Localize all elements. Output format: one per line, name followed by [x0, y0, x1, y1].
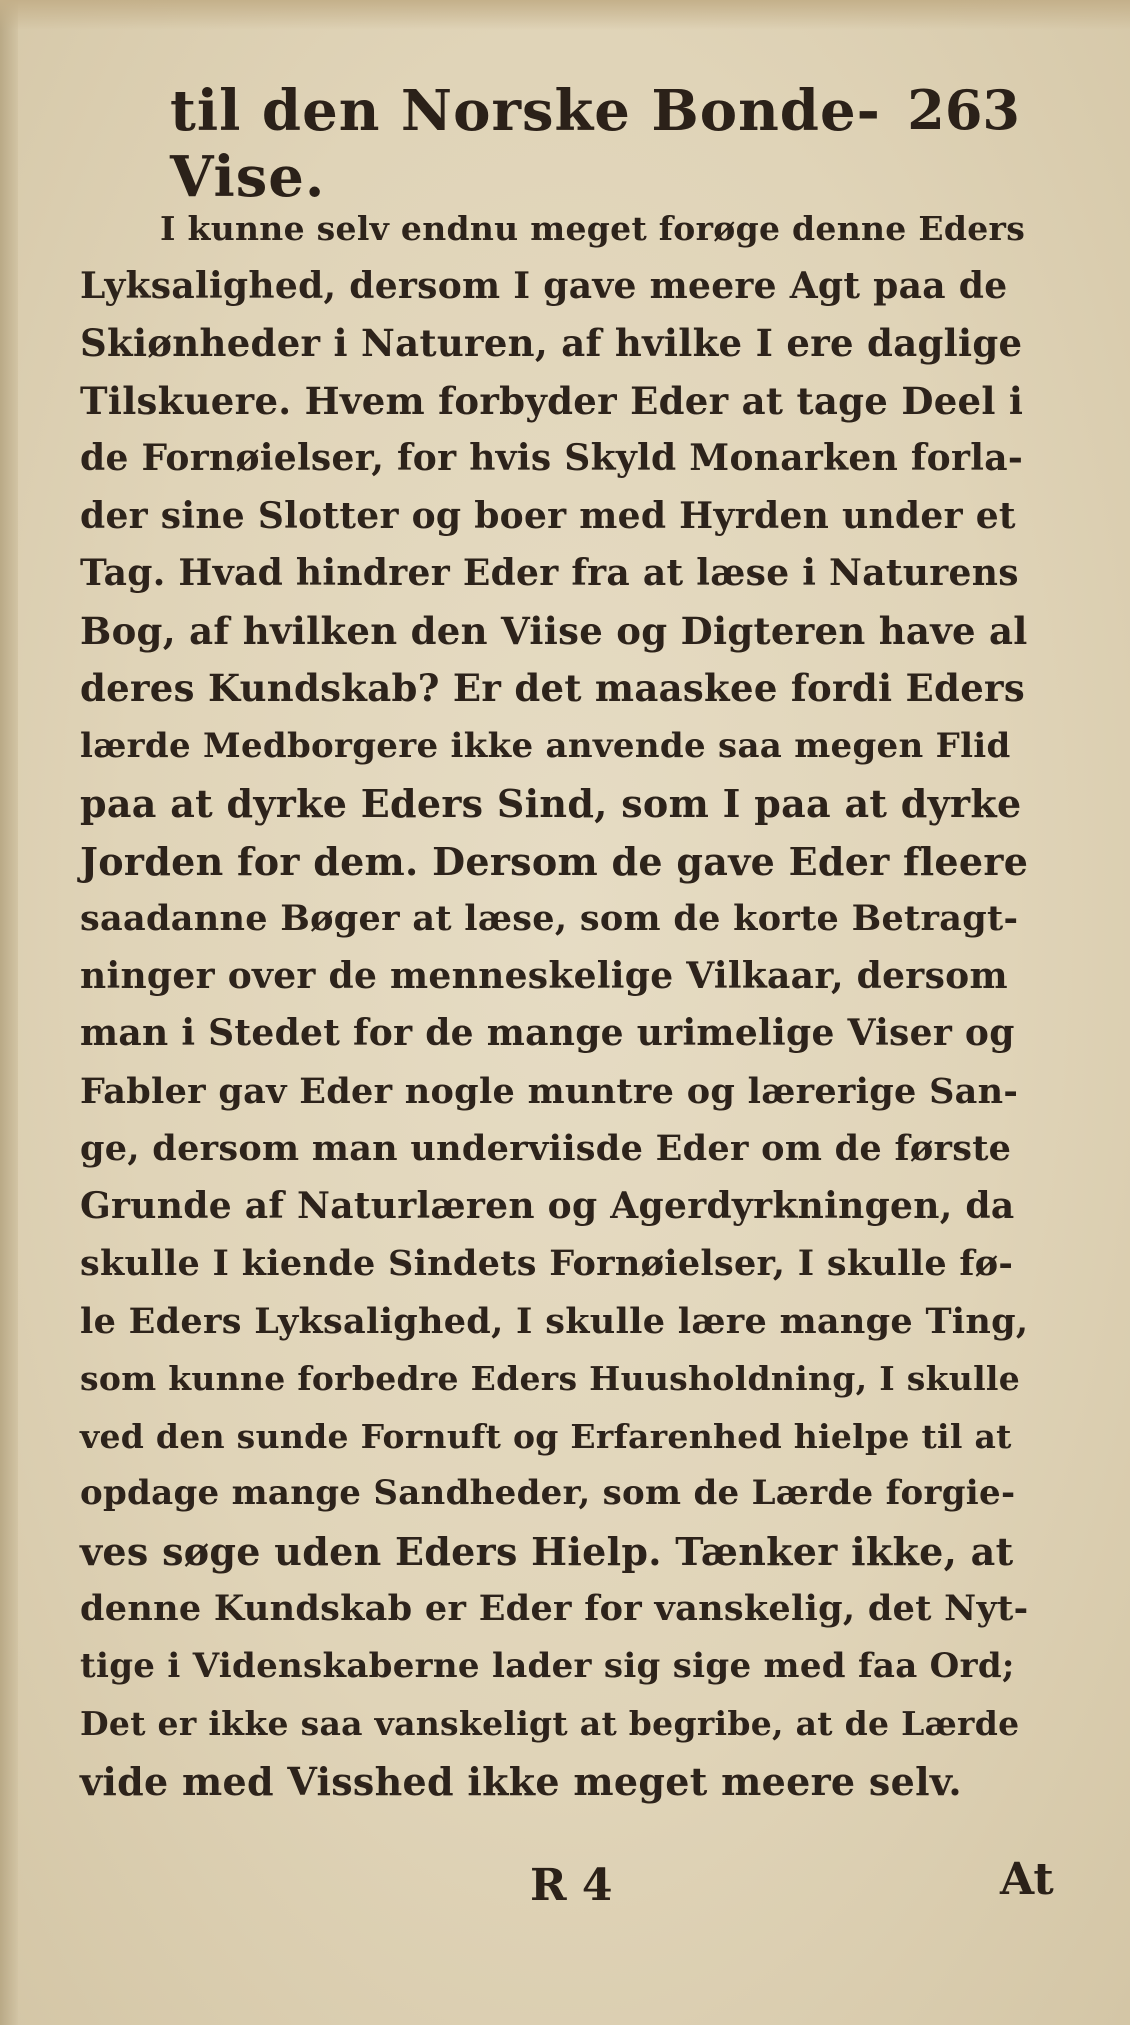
text-line: Tilskuere. Hvem forbyder Eder at tage Deel i — [80, 378, 1024, 423]
page-header — [170, 78, 1020, 210]
text-line: man i Stedet for de mange urimelige Viser og — [80, 1012, 1015, 1054]
text-line: ved den sunde Fornuft og Erfarenhed hielpe til at — [80, 1416, 1012, 1456]
signature-mark: R 4 — [530, 1860, 613, 1911]
text-line: vide med Visshed ikke meget meere selv. — [80, 1758, 962, 1804]
text-line: Tag. Hvad hindrer Eder fra at læse i Naturens — [80, 552, 1019, 594]
text-line: Grunde af Naturlæren og Agerdyrkningen, da — [80, 1184, 1015, 1227]
text-line: ves søge uden Eders Hielp. Tænker ikke, at — [80, 1528, 1014, 1574]
text-line: tige i Videnskaberne lader sig sige med faa Ord; — [80, 1645, 1015, 1686]
text-line: som kunne forbedre Eders Huusholdning, I skulle — [80, 1359, 1021, 1398]
text-line: Det er ikke saa vanskeligt at begribe, at de Lærde — [80, 1704, 1020, 1743]
text-line: deres Kundskab? Er det maaskee fordi Eders — [80, 666, 1025, 710]
text-line: Bog, af hvilken den Viise og Digteren have al — [80, 608, 1028, 653]
top-stain — [0, 0, 1130, 30]
text-line: opdage mange Sandheder, som de Lærde forgie- — [80, 1473, 1016, 1513]
text-line: I kunne selv endnu meget forøge denne Eders — [160, 209, 1026, 248]
text-line: de Fornøielser, for hvis Skyld Monarken forla- — [80, 437, 1024, 479]
text-line: Lyksalighed, dersom I gave meere Agt paa de — [80, 264, 1008, 307]
text-line: paa at dyrke Eders Sind, som I paa at dyrke — [80, 781, 1022, 826]
text-line: Jorden for dem. Dersom de gave Eder fleere — [80, 838, 1029, 884]
text-line: lærde Medborgere ikke anvende saa megen Flid — [80, 725, 1011, 766]
text-line: saadanne Bøger at læse, som de korte Betragt- — [80, 898, 1019, 939]
text-line: skulle I kiende Sindets Fornøielser, I skulle fø- — [80, 1243, 1014, 1284]
text-line: denne Kundskab er Eder for vanskelig, det Nyt- — [80, 1588, 1029, 1629]
text-line: le Eders Lyksalighed, I skulle lære mange Ting, — [80, 1300, 1029, 1342]
page-number: 263 — [907, 78, 1020, 142]
running-title: til den Norske Bonde-Vise. — [170, 78, 881, 210]
body-text — [80, 200, 1030, 1810]
catchword: At — [1000, 1854, 1054, 1905]
text-line: ge, dersom man underviisde Eder om de første — [80, 1128, 1012, 1169]
page-footer — [0, 1854, 1130, 1930]
text-line: ninger over de menneskelige Vilkaar, dersom — [80, 954, 1008, 997]
text-line: Fabler gav Eder nogle muntre og lærerige San- — [80, 1070, 1019, 1112]
text-line: Skiønheder i Naturen, af hvilke I ere daglige — [80, 321, 1023, 365]
text-line: der sine Slotter og boer med Hyrden under et — [80, 494, 1016, 537]
page-edge — [0, 0, 18, 2025]
